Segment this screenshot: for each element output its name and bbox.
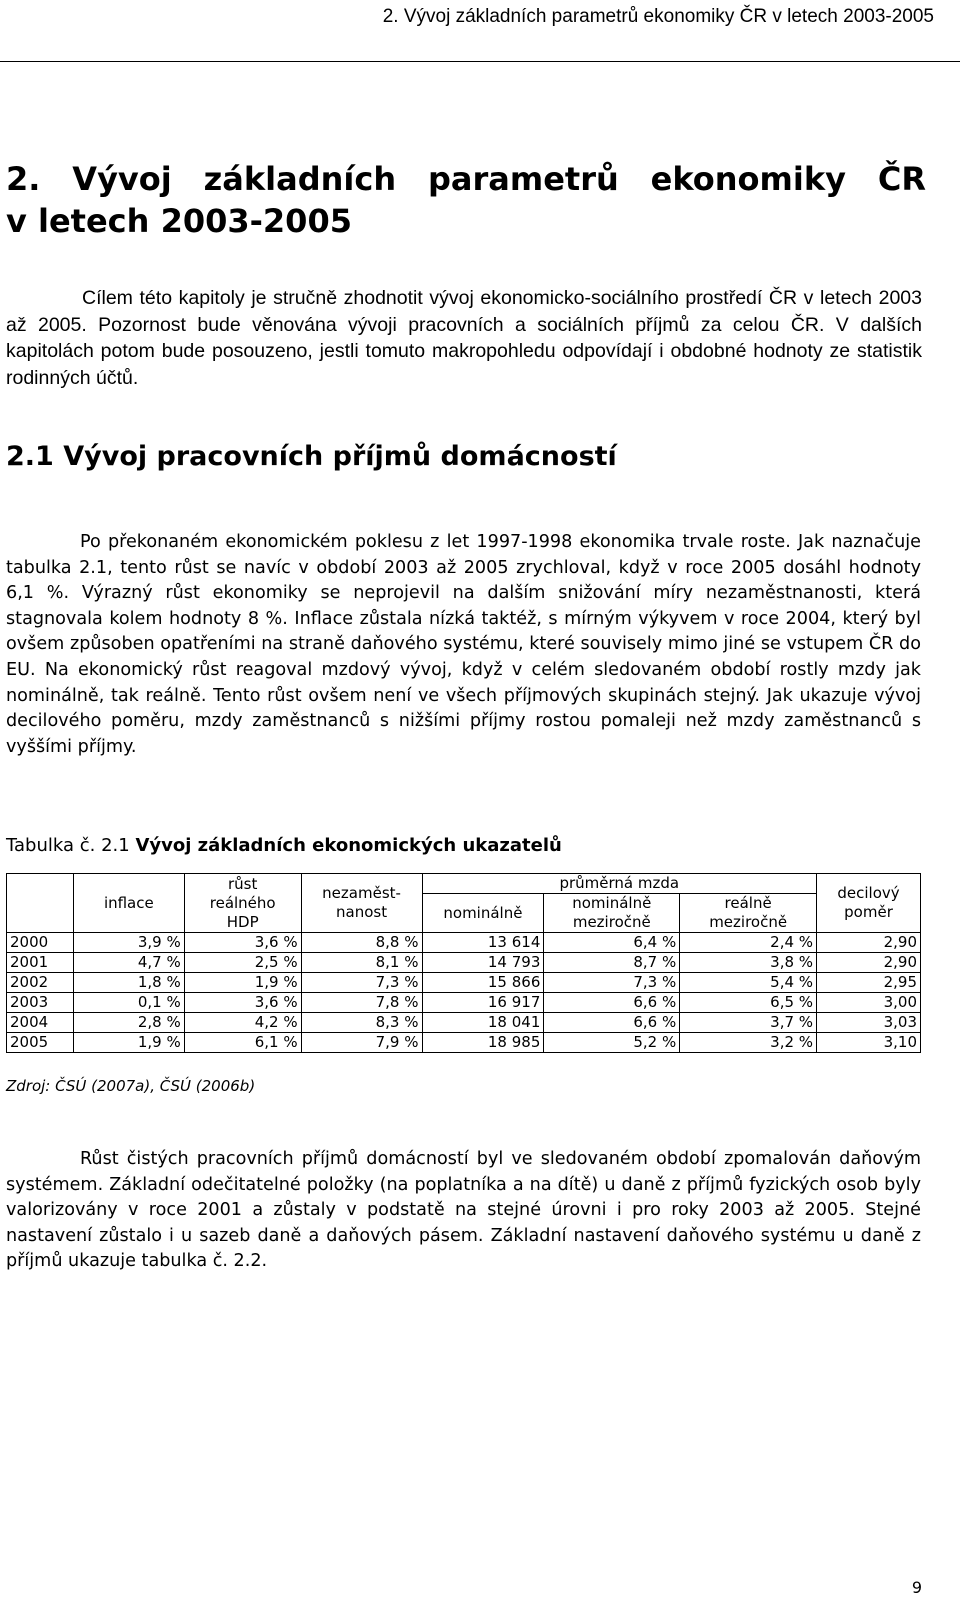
cell-inflation: 2,8 % [73, 1013, 184, 1033]
cell-nominal-wage: 13 614 [422, 933, 544, 953]
cell-gdp-growth: 3,6 % [184, 993, 301, 1013]
cell-decile-ratio: 3,03 [817, 1013, 921, 1033]
cell-decile-ratio: 2,90 [817, 933, 921, 953]
header-year [7, 874, 74, 933]
cell-gdp-growth: 6,1 % [184, 1033, 301, 1053]
table-row [7, 993, 921, 1013]
header-average-wage: průměrná mzda [422, 874, 817, 894]
cell-real-yoy: 6,5 % [680, 993, 817, 1013]
table-row [7, 1013, 921, 1033]
table-row [7, 933, 921, 953]
cell-inflation: 4,7 % [73, 953, 184, 973]
header-rule [0, 61, 960, 62]
table-source-note: Zdroj: ČSÚ (2007a), ČSÚ (2006b) [6, 1077, 256, 1095]
page-number: 9 [911, 1578, 922, 1597]
header-unemployment: nezaměst- nanost [301, 874, 422, 933]
cell-inflation: 1,8 % [73, 973, 184, 993]
cell-gdp-growth: 2,5 % [184, 953, 301, 973]
chapter-title [6, 158, 926, 242]
table-caption [6, 833, 562, 859]
cell-decile-ratio: 2,95 [817, 973, 921, 993]
cell-nominal-wage: 18 041 [422, 1013, 544, 1033]
cell-nominal-yoy: 8,7 % [544, 953, 680, 973]
cell-year: 2004 [7, 1013, 74, 1033]
cell-unemployment: 7,9 % [301, 1033, 422, 1053]
cell-year: 2002 [7, 973, 74, 993]
header-nominal-yoy: nominálně meziročně [544, 894, 680, 933]
cell-nominal-wage: 18 985 [422, 1033, 544, 1053]
table-row [7, 953, 921, 973]
cell-unemployment: 7,8 % [301, 993, 422, 1013]
header-inflation: inflace [73, 874, 184, 933]
economic-indicators-table [6, 873, 921, 1053]
cell-unemployment: 7,3 % [301, 973, 422, 993]
cell-nominal-yoy: 6,6 % [544, 993, 680, 1013]
cell-nominal-wage: 16 917 [422, 993, 544, 1013]
table-caption-title: Vývoj základních ekonomických ukazatelů [135, 835, 562, 856]
cell-year: 2000 [7, 933, 74, 953]
cell-decile-ratio: 2,90 [817, 953, 921, 973]
cell-gdp-growth: 4,2 % [184, 1013, 301, 1033]
cell-gdp-growth: 3,6 % [184, 933, 301, 953]
cell-decile-ratio: 3,10 [817, 1033, 921, 1053]
cell-nominal-wage: 14 793 [422, 953, 544, 973]
cell-decile-ratio: 3,00 [817, 993, 921, 1013]
cell-year: 2005 [7, 1033, 74, 1053]
cell-inflation: 3,9 % [73, 933, 184, 953]
header-real-yoy: reálně meziročně [680, 894, 817, 933]
header-nominal: nominálně [422, 894, 544, 933]
table-caption-label: Tabulka č. 2.1 [6, 835, 136, 856]
cell-real-yoy: 3,7 % [680, 1013, 817, 1033]
header-gdp-growth: růst reálného HDP [184, 874, 301, 933]
cell-inflation: 0,1 % [73, 993, 184, 1013]
table-row [7, 973, 921, 993]
cell-year: 2003 [7, 993, 74, 1013]
chapter-intro-paragraph: Cílem této kapitoly je stručně zhodnotit vývoj ekonomicko-sociálního prostředí ČR v letech 2003 až 2005. Pozornost bude věnována vývoji pracovních a sociálních příjmů za celou ČR. V dalších kapitolách potom bude posouzeno, jestli tomuto makropohledu odpovídají i obdobné hodnoty ze statistik rodinných účtů. [6, 287, 922, 389]
cell-nominal-yoy: 7,3 % [544, 973, 680, 993]
cell-real-yoy: 3,8 % [680, 953, 817, 973]
cell-inflation: 1,9 % [73, 1033, 184, 1053]
cell-gdp-growth: 1,9 % [184, 973, 301, 993]
table-row [7, 1033, 921, 1053]
chapter-title-line2: v letech 2003-2005 [6, 202, 352, 240]
cell-nominal-yoy: 5,2 % [544, 1033, 680, 1053]
cell-real-yoy: 2,4 % [680, 933, 817, 953]
header-decile-ratio: decilový poměr [817, 874, 921, 933]
cell-unemployment: 8,1 % [301, 953, 422, 973]
section-paragraph-2: Růst čistých pracovních příjmů domácností byl ve sledovaném období zpomalován daňovým systémem. Základní odečitatelné položky (na poplatníka a na dítě) u daně z příjmů fyzických osob byly valorizovány v roce 2001 a zůstaly v podstatě na stejné úrovni i pro roky 2003 až 2005. Stejné nastavení zůstalo i u sazeb daně a daňových pásem. Základní nastavení daňového systému u daně z příjmů ukazuje tabulka č. 2.2. [6, 1149, 921, 1272]
cell-unemployment: 8,8 % [301, 933, 422, 953]
running-header: 2. Vývoj základních parametrů ekonomiky ČR v letech 2003-2005 [382, 6, 934, 27]
chapter-title-line1: 2. Vývoj základních parametrů ekonomiky ČR [6, 160, 926, 198]
section-paragraph-1: Po překonaném ekonomickém poklesu z let 1997-1998 ekonomika trvale roste. Jak naznačuje tabulka 2.1, tento růst se navíc v období 2003 až 2005 zrychloval, když v roce 2005 dosáhl hodnoty 6,1 %. Výrazný růst ekonomiky se neprojevil na dalším snižování míry nezaměstnanosti, která stagnovala kolem hodnoty 8 %. Inflace zůstala nízká taktéž, s mírným výkyvem v roce 2004, který byl ovšem způsoben opatřeními na straně daňového systému, které souvisely mimo jiné se vstupem ČR do EU. Na ekonomický růst reagoval mzdový vývoj, když v celém sledovaném období rostly mzdy jak nominálně, tak reálně. Tento růst ovšem není ve všech příjmových skupinách stejný. Jak ukazuje vývoj decilového poměru, mzdy zaměstnanců s nižšími příjmy rostou pomaleji než mzdy zaměstnanců s vyššími příjmy. [6, 532, 921, 757]
cell-unemployment: 8,3 % [301, 1013, 422, 1033]
cell-real-yoy: 3,2 % [680, 1033, 817, 1053]
cell-year: 2001 [7, 953, 74, 973]
cell-nominal-yoy: 6,4 % [544, 933, 680, 953]
section-title: 2.1 Vývoj pracovních příjmů domácností [6, 441, 617, 472]
cell-nominal-yoy: 6,6 % [544, 1013, 680, 1033]
cell-nominal-wage: 15 866 [422, 973, 544, 993]
cell-real-yoy: 5,4 % [680, 973, 817, 993]
